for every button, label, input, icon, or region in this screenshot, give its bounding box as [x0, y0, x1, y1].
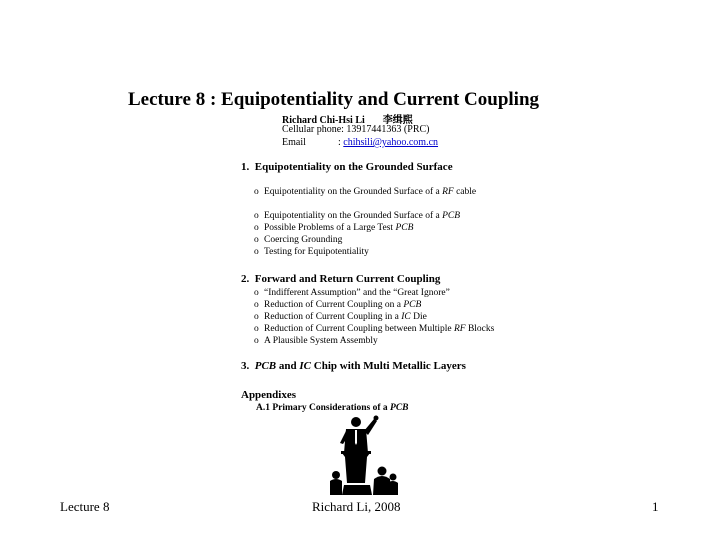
item-emphasis: RF	[453, 324, 466, 334]
phone-line: Cellular phone: 13917441363 (PRC)	[282, 124, 430, 135]
item-text: Equipotentiality on the Grounded Surface of a	[264, 211, 443, 221]
list-item	[254, 211, 460, 221]
section-2-heading	[241, 273, 440, 285]
bullet-icon: o	[254, 235, 259, 245]
bullet-icon: o	[254, 223, 259, 233]
speaker-at-podium-icon	[330, 413, 398, 495]
footer-author: Richard Li, 2008	[312, 499, 401, 514]
email-label: Email	[282, 137, 306, 148]
item-text: Testing for Equipotentiality	[264, 247, 369, 257]
footer-page-number: 1	[652, 499, 659, 514]
item-emphasis: RF	[442, 187, 454, 197]
bullet-icon: o	[254, 336, 259, 346]
author-name: Richard Chi-Hsi Li	[282, 115, 365, 126]
list-item	[254, 187, 476, 197]
bullet-icon: o	[254, 187, 259, 197]
bullet-icon: o	[254, 324, 259, 334]
item-text-tail: cable	[453, 187, 477, 197]
bullet-icon: o	[254, 211, 259, 221]
item-text: Reduction of Current Coupling on a	[264, 300, 404, 310]
item-emphasis: IC	[401, 312, 411, 322]
bullet-icon: o	[254, 288, 259, 298]
section-3-mid: and	[276, 360, 300, 372]
section-3-title-tail: Chip with Multi Metallic Layers	[311, 360, 466, 372]
item-emphasis: PCB	[403, 300, 422, 310]
appendix-emphasis: PCB	[390, 403, 409, 413]
item-text: “Indifferent Assumption” and the “Great Ignore”	[264, 288, 450, 298]
bullet-icon: o	[254, 312, 259, 322]
item-text: Coercing Grounding	[264, 235, 343, 245]
section-2-number: 2.	[241, 273, 250, 285]
list-item	[254, 288, 450, 298]
item-text-tail: Die	[410, 312, 427, 322]
item-emphasis: PCB	[395, 223, 414, 233]
bullet-icon: o	[254, 247, 259, 257]
item-text-tail: Blocks	[465, 324, 495, 334]
section-3-number: 3.	[241, 360, 250, 372]
list-item	[254, 223, 413, 233]
footer-lecture: Lecture 8	[60, 499, 110, 514]
appendix-item	[256, 403, 409, 413]
list-item	[254, 336, 378, 346]
section-1-number: 1.	[241, 161, 250, 173]
section-3-em1: PCB	[254, 360, 277, 372]
list-item	[254, 235, 342, 245]
section-3-heading	[241, 360, 466, 372]
item-text: Reduction of Current Coupling in a	[264, 312, 402, 322]
item-text: Reduction of Current Coupling between Multiple	[264, 324, 454, 334]
list-item	[254, 247, 369, 257]
email-separator: :	[338, 137, 344, 148]
list-item	[254, 300, 421, 310]
section-1-heading	[241, 161, 453, 173]
item-text: Equipotentiality on the Grounded Surface of a	[264, 187, 443, 197]
section-1-title: Equipotentiality on the Grounded Surface	[254, 161, 453, 173]
appendix-text: A.1 Primary Considerations of a	[256, 403, 391, 413]
email-line	[282, 137, 438, 148]
email-link[interactable]: chihsili@yahoo.com.cn	[343, 137, 439, 148]
slide-title: Lecture 8 : Equipotentiality and Current Coupling	[128, 89, 540, 110]
author-chinese-name: 李缉熙	[382, 115, 413, 126]
section-2-title: Forward and Return Current Coupling	[254, 273, 441, 285]
item-text: Possible Problems of a Large Test	[264, 223, 396, 233]
appendixes-heading: Appendixes	[241, 389, 297, 401]
list-item	[254, 312, 427, 322]
bullet-icon: o	[254, 300, 259, 310]
item-emphasis: PCB	[442, 211, 461, 221]
item-text: A Plausible System Assembly	[264, 336, 378, 346]
list-item	[254, 324, 494, 334]
section-3-em2: IC	[299, 360, 312, 372]
